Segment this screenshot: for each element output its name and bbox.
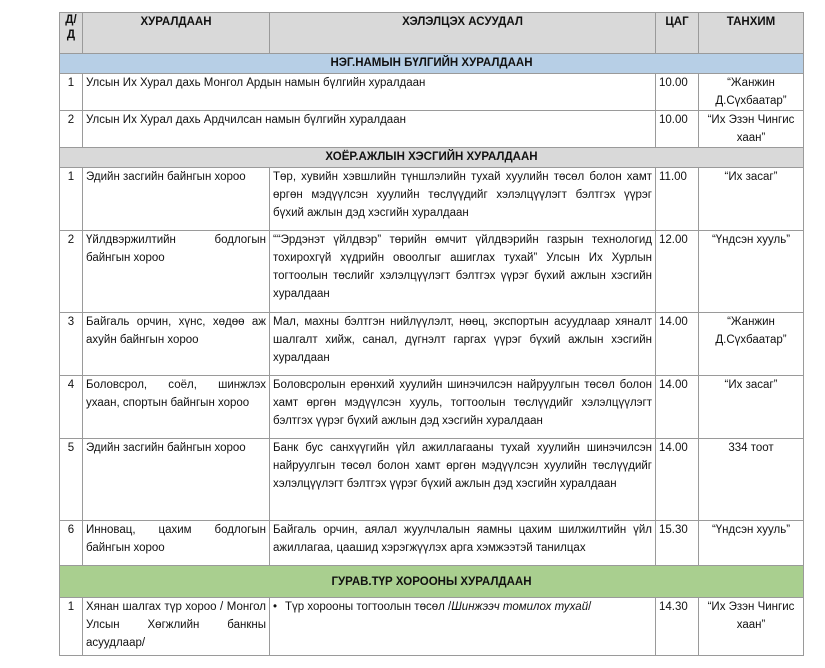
row-issue: Мал, махны бэлтгэн нийлүүлэлт, нөөц, экспортын асуудлаар хяналт шалгалт хийж, санал, дүгнэлт гаргах үүрэг бүхий ажлын хэсгийн хуралдаан — [270, 313, 656, 376]
row-issue — [270, 598, 656, 656]
row-time: 10.00 — [656, 111, 699, 148]
row-room: 334 тоот — [699, 439, 804, 521]
row-time: 14.00 — [656, 376, 699, 439]
section-header-working-group — [60, 148, 804, 168]
row-meeting: Эдийн засгийн байнгын хороо — [83, 168, 270, 231]
section-title: ХОЁР.АЖЛЫН ХЭСГИЙН ХУРАЛДААН — [60, 148, 804, 168]
issue-suffix: / — [588, 601, 592, 613]
row-time: 10.00 — [656, 74, 699, 111]
section-title: НЭГ.НАМЫН БҮЛГИЙН ХУРАЛДААН — [60, 54, 804, 74]
row-number: 6 — [60, 521, 83, 566]
row-time: 12.00 — [656, 231, 699, 313]
row-time: 14.00 — [656, 313, 699, 376]
section-title: ГУРАВ.ТҮР ХОРООНЫ ХУРАЛДААН — [60, 566, 804, 598]
header-row — [60, 13, 804, 54]
header-room: ТАНХИМ — [699, 13, 804, 54]
row-meeting-text: Улсын Их Хурал дахь Монгол Ардын намын бүлгийн хуралдаан — [83, 74, 656, 111]
row-issue: Байгаль орчин, аялал жуулчлалын яамны цахим шилжилтийн үйл ажиллагаа, цаашид хэрэгжүүлэх арга хэмжээтэй танилцах — [270, 521, 656, 566]
table-row — [60, 111, 804, 148]
section-header-temp-committee — [60, 566, 804, 598]
row-room: “Их засаг” — [699, 376, 804, 439]
row-time: 14.30 — [656, 598, 699, 656]
row-room: “Үндсэн хууль” — [699, 231, 804, 313]
table-row — [60, 521, 804, 566]
row-number: 4 — [60, 376, 83, 439]
row-room: “Их Эзэн Чингис хаан” — [699, 111, 804, 148]
row-number: 3 — [60, 313, 83, 376]
header-time: ЦАГ — [656, 13, 699, 54]
row-number: 1 — [60, 74, 83, 111]
row-issue: Боловсролын ерөнхий хуулийн шинэчилсэн найруулгын төсөл болон хамт өргөн мэдүүлсэн хууль, тогтоолын төслүүдийг хэлэлцүүлэгт бэлтгэх үүрэг бүхий ажлын дэд хэсгийн хуралдаан — [270, 376, 656, 439]
header-issue: ХЭЛЭЛЦЭХ АСУУДАЛ — [270, 13, 656, 54]
row-time: 15.30 — [656, 521, 699, 566]
row-room: “Үндсэн хууль” — [699, 521, 804, 566]
row-number: 2 — [60, 111, 83, 148]
header-num-label: Д/ Д — [65, 14, 77, 41]
table-row — [60, 313, 804, 376]
row-room: “Их Эзэн Чингис хаан” — [699, 598, 804, 656]
row-issue: Төр, хувийн хэвшлийн түншлэлийн тухай хуулийн төсөл болон хамт өргөн мэдүүлсэн хуулийн төслүүдийг хэлэлцүүлэгт бэлтгэх үүрэг бүхий ажлын дэд хэсгийн хуралдаан — [270, 168, 656, 231]
row-number: 1 — [60, 598, 83, 656]
header-num — [60, 13, 83, 54]
table-row — [60, 168, 804, 231]
row-issue: Банк бус санхүүгийн үйл ажиллагааны тухай хуулийн шинэчилсэн найруулгын төсөл болон хамт өргөн мэдүүлсэн хуулийн төслүүдийг хэлэлцүүлэгт бэлтгэх үүрэг бүхий ажлын дэд хэсгийн хуралдаан — [270, 439, 656, 521]
row-number: 5 — [60, 439, 83, 521]
issue-prefix: Түр хорооны тогтоолын төсөл / — [285, 601, 452, 613]
row-meeting: Инновац, цахим бодлогын байнгын хороо — [83, 521, 270, 566]
row-meeting: Үйлдвэржилтийн бодлогын байнгын хороо — [83, 231, 270, 313]
table-row — [60, 598, 804, 656]
section-header-party — [60, 54, 804, 74]
row-meeting: Эдийн засгийн байнгын хороо — [83, 439, 270, 521]
table-row — [60, 231, 804, 313]
row-room: “Их засаг” — [699, 168, 804, 231]
table-row — [60, 439, 804, 521]
row-meeting: Боловсрол, соёл, шинжлэх ухаан, спортын байнгын хороо — [83, 376, 270, 439]
row-time: 11.00 — [656, 168, 699, 231]
row-room: “Жанжин Д.Сүхбаатар” — [699, 313, 804, 376]
header-meeting: ХУРАЛДААН — [83, 13, 270, 54]
row-issue: ““Эрдэнэт үйлдвэр” төрийн өмчит үйлдвэрийн газрын технологид тохирохгүй хүдрийн овоолгыг ашиглах тухай” Улсын Их Хурлын тогтоолын төслийг хэлэлцүүлэгт бэлтгэх үүрэг бүхий ажлын хэсгийн хуралдаан — [270, 231, 656, 313]
row-meeting: Байгаль орчин, хүнс, хөдөө аж ахуйн байнгын хороо — [83, 313, 270, 376]
row-number: 1 — [60, 168, 83, 231]
issue-italic: Шинжээч томилох тухай — [451, 601, 589, 613]
bullet-icon: • — [273, 601, 278, 613]
table-row — [60, 74, 804, 111]
schedule-table — [59, 12, 804, 656]
table-row — [60, 376, 804, 439]
row-meeting: Хянан шалгах түр хороо / Монгол Улсын Хөгжлийн банкны асуудлаар/ — [83, 598, 270, 656]
row-time: 14.00 — [656, 439, 699, 521]
row-room: “Жанжин Д.Сүхбаатар” — [699, 74, 804, 111]
row-number: 2 — [60, 231, 83, 313]
row-meeting-text: Улсын Их Хурал дахь Ардчилсан намын бүлгийн хуралдаан — [83, 111, 656, 148]
